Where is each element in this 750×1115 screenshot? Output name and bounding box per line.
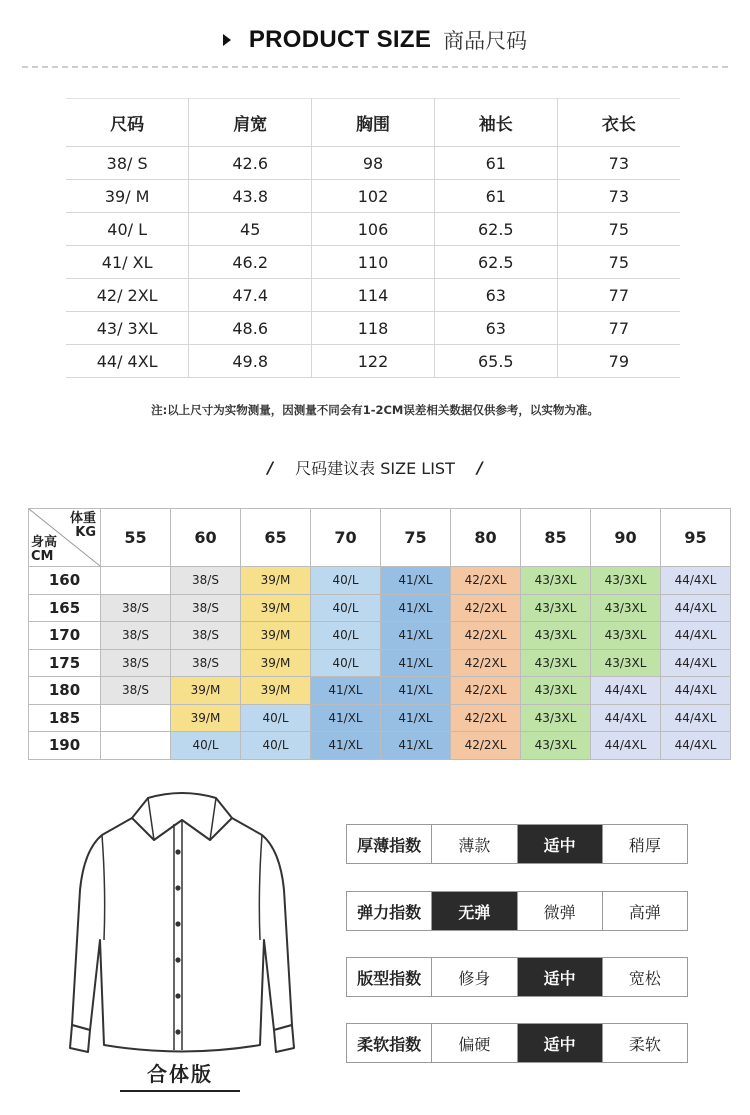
size-table-cell: 62.5 (434, 246, 557, 279)
recommend-cell: 39/M (241, 677, 311, 705)
index-option: 适中 (517, 1024, 602, 1062)
recommend-cell: 41/XL (381, 567, 451, 595)
recommend-row (29, 622, 731, 650)
index-option: 稍厚 (602, 825, 687, 863)
recommend-cell: 42/2XL (451, 732, 521, 760)
index-option: 柔软 (602, 1024, 687, 1062)
recommend-cell (101, 732, 171, 760)
size-col-header: 衣长 (557, 99, 680, 147)
recommend-cell: 42/2XL (451, 594, 521, 622)
size-table-cell: 44/ 4XL (66, 345, 189, 378)
recommend-cell: 39/M (241, 594, 311, 622)
size-table-header-row (66, 99, 680, 147)
slash-right: / (476, 458, 483, 477)
recommend-cell: 42/2XL (451, 622, 521, 650)
recommend-cell: 44/4XL (661, 567, 731, 595)
recommend-row (29, 594, 731, 622)
size-list-title (0, 456, 750, 479)
recommend-cell: 40/L (241, 704, 311, 732)
recommend-cell: 38/S (171, 594, 241, 622)
recommend-cell: 39/M (241, 567, 311, 595)
size-table-cell: 65.5 (434, 345, 557, 378)
corner-kg-label: KG (75, 525, 96, 540)
index-label: 厚薄指数 (347, 825, 431, 863)
size-table-cell: 61 (434, 180, 557, 213)
size-table-cell: 39/ M (66, 180, 189, 213)
recommend-cell: 41/XL (311, 704, 381, 732)
size-table-cell: 98 (312, 147, 435, 180)
index-row (346, 1023, 688, 1063)
index-option: 薄款 (431, 825, 516, 863)
size-table-cell: 106 (312, 213, 435, 246)
recommend-cell: 43/3XL (591, 649, 661, 677)
corner-cm-label: CM (31, 549, 54, 564)
recommend-cell: 43/3XL (521, 567, 591, 595)
recommend-cell: 43/3XL (521, 677, 591, 705)
recommend-row (29, 677, 731, 705)
size-col-header: 尺码 (66, 99, 189, 147)
weight-header: 85 (521, 509, 591, 567)
recommend-cell: 38/S (101, 649, 171, 677)
weight-header: 60 (171, 509, 241, 567)
index-option: 无弹 (431, 892, 516, 930)
recommend-cell: 44/4XL (661, 649, 731, 677)
weight-header: 95 (661, 509, 731, 567)
recommend-cell: 44/4XL (591, 704, 661, 732)
recommend-cell: 44/4XL (661, 594, 731, 622)
fit-label: 合体版 (147, 1062, 213, 1086)
height-header: 190 (29, 732, 101, 760)
size-list-title-text: 尺码建议表 SIZE LIST (295, 459, 455, 478)
height-header: 170 (29, 622, 101, 650)
recommend-cell: 38/S (171, 567, 241, 595)
recommend-header-row (29, 509, 731, 567)
corner-weight-label: 体重 (69, 511, 96, 526)
index-option: 高弹 (602, 892, 687, 930)
size-table-cell: 110 (312, 246, 435, 279)
corner-height (31, 536, 57, 564)
recommend-cell: 40/L (171, 732, 241, 760)
measurement-note: 注:以上尺寸为实物测量，因测量不同会有1-2CM误差相关数据仅供参考，以实物为准。 (151, 403, 599, 417)
recommend-row (29, 649, 731, 677)
size-table-cell: 102 (312, 180, 435, 213)
size-table-cell: 45 (189, 213, 312, 246)
weight-header: 70 (311, 509, 381, 567)
corner-weight (70, 512, 96, 540)
size-table-cell: 43/ 3XL (66, 312, 189, 345)
size-table-cell: 48.6 (189, 312, 312, 345)
recommend-row (29, 704, 731, 732)
slash-left: / (267, 458, 274, 477)
recommend-cell: 43/3XL (591, 622, 661, 650)
recommend-cell (101, 704, 171, 732)
recommend-cell: 42/2XL (451, 649, 521, 677)
size-table-cell: 77 (557, 312, 680, 345)
size-table-row (66, 345, 680, 378)
recommend-cell: 43/3XL (521, 704, 591, 732)
size-table-cell: 38/ S (66, 147, 189, 180)
recommend-cell: 44/4XL (661, 622, 731, 650)
size-table-cell: 73 (557, 147, 680, 180)
size-col-header: 肩宽 (189, 99, 312, 147)
recommend-cell: 38/S (101, 594, 171, 622)
size-table-cell: 43.8 (189, 180, 312, 213)
size-table-cell: 61 (434, 147, 557, 180)
size-table-row (66, 147, 680, 180)
dashed-divider (22, 66, 728, 68)
recommend-cell: 43/3XL (591, 594, 661, 622)
recommend-cell: 44/4XL (591, 732, 661, 760)
index-row (346, 824, 688, 864)
recommend-cell: 42/2XL (451, 567, 521, 595)
size-table-cell: 49.8 (189, 345, 312, 378)
header-title-en: PRODUCT SIZE (248, 26, 432, 53)
shirt-illustration (62, 790, 302, 1060)
recommend-cell: 43/3XL (521, 649, 591, 677)
weight-header: 55 (101, 509, 171, 567)
recommend-cell: 41/XL (381, 732, 451, 760)
recommend-cell: 41/XL (381, 649, 451, 677)
recommend-cell: 40/L (311, 567, 381, 595)
recommend-cell: 39/M (241, 649, 311, 677)
size-table (66, 98, 680, 378)
height-header: 165 (29, 594, 101, 622)
size-table-cell: 63 (434, 279, 557, 312)
weight-header: 80 (451, 509, 521, 567)
size-table-cell: 75 (557, 246, 680, 279)
index-label: 弹力指数 (347, 892, 431, 930)
recommend-cell: 42/2XL (451, 677, 521, 705)
size-table-cell: 122 (312, 345, 435, 378)
index-option: 偏硬 (431, 1024, 516, 1062)
recommend-cell: 44/4XL (591, 677, 661, 705)
triangle-icon (223, 34, 231, 46)
index-option: 修身 (431, 958, 516, 996)
recommend-cell: 41/XL (381, 594, 451, 622)
recommend-cell: 43/3XL (521, 622, 591, 650)
recommend-cell: 39/M (241, 622, 311, 650)
corner-cell (29, 509, 101, 567)
size-table-cell: 79 (557, 345, 680, 378)
recommend-cell: 41/XL (311, 677, 381, 705)
height-header: 160 (29, 567, 101, 595)
page-header (0, 22, 750, 58)
height-header: 175 (29, 649, 101, 677)
fit-underline (120, 1090, 240, 1092)
recommend-cell: 44/4XL (661, 704, 731, 732)
size-table-cell: 63 (434, 312, 557, 345)
index-option: 宽松 (602, 958, 687, 996)
size-table-cell: 41/ XL (66, 246, 189, 279)
size-table-cell: 75 (557, 213, 680, 246)
recommend-cell (101, 567, 171, 595)
recommend-cell: 44/4XL (661, 732, 731, 760)
recommend-cell: 40/L (241, 732, 311, 760)
index-row (346, 891, 688, 931)
size-table-row (66, 180, 680, 213)
size-table-row (66, 213, 680, 246)
size-table-cell: 40/ L (66, 213, 189, 246)
recommend-cell: 41/XL (311, 732, 381, 760)
size-table-row (66, 312, 680, 345)
size-col-header: 袖长 (434, 99, 557, 147)
height-header: 180 (29, 677, 101, 705)
corner-height-label: 身高 (31, 535, 58, 550)
height-header: 185 (29, 704, 101, 732)
index-option: 微弹 (517, 892, 602, 930)
size-table-cell: 42/ 2XL (66, 279, 189, 312)
recommend-cell: 39/M (171, 704, 241, 732)
recommend-cell: 40/L (311, 622, 381, 650)
recommend-cell: 41/XL (381, 622, 451, 650)
header-title-cn: 商品尺码 (443, 29, 528, 53)
recommend-cell: 43/3XL (521, 594, 591, 622)
recommend-cell: 42/2XL (451, 704, 521, 732)
weight-header: 90 (591, 509, 661, 567)
size-table-cell: 62.5 (434, 213, 557, 246)
size-table-row (66, 246, 680, 279)
recommend-cell: 41/XL (381, 677, 451, 705)
recommend-cell: 38/S (101, 622, 171, 650)
weight-header: 75 (381, 509, 451, 567)
recommend-row (29, 732, 731, 760)
index-option: 适中 (517, 825, 602, 863)
size-table-cell: 46.2 (189, 246, 312, 279)
recommend-cell: 43/3XL (591, 567, 661, 595)
index-label: 柔软指数 (347, 1024, 431, 1062)
size-table-cell: 42.6 (189, 147, 312, 180)
recommend-row (29, 567, 731, 595)
recommend-cell: 40/L (311, 594, 381, 622)
size-table-cell: 114 (312, 279, 435, 312)
size-col-header: 胸围 (312, 99, 435, 147)
size-table-cell: 118 (312, 312, 435, 345)
size-table-cell: 47.4 (189, 279, 312, 312)
index-label: 版型指数 (347, 958, 431, 996)
index-option: 适中 (517, 958, 602, 996)
size-recommend-table (28, 508, 731, 760)
recommend-cell: 38/S (171, 649, 241, 677)
recommend-cell: 38/S (101, 677, 171, 705)
recommend-cell: 44/4XL (661, 677, 731, 705)
size-table-cell: 77 (557, 279, 680, 312)
recommend-cell: 38/S (171, 622, 241, 650)
recommend-cell: 39/M (171, 677, 241, 705)
recommend-cell: 41/XL (381, 704, 451, 732)
recommend-cell: 40/L (311, 649, 381, 677)
size-table-row (66, 279, 680, 312)
index-row (346, 957, 688, 997)
weight-header: 65 (241, 509, 311, 567)
recommend-cell: 43/3XL (521, 732, 591, 760)
size-table-cell: 73 (557, 180, 680, 213)
